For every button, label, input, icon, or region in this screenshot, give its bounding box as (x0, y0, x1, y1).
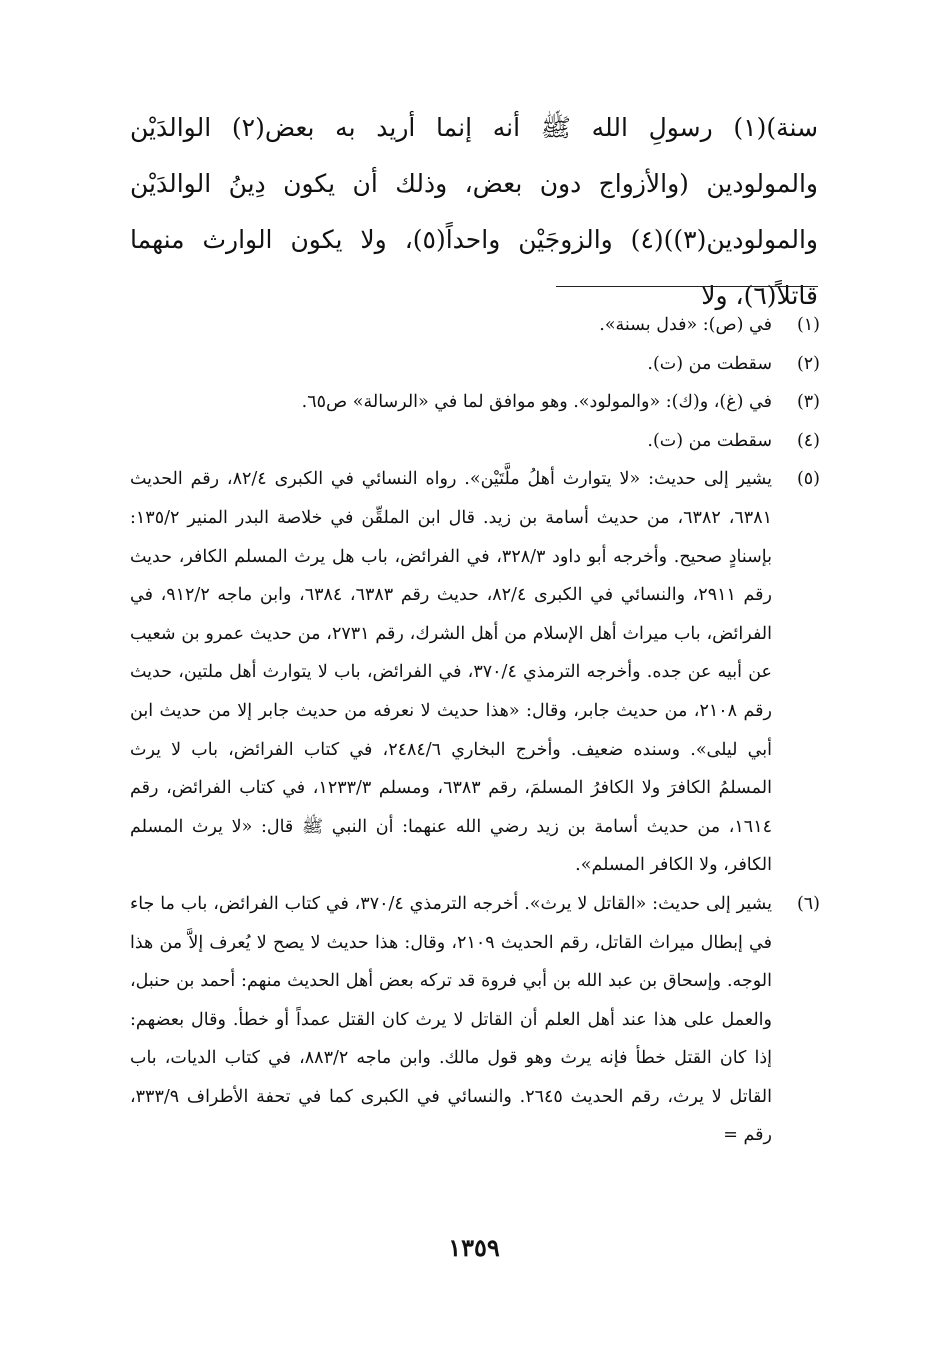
footnote-separator (556, 286, 818, 287)
footnote-text: يشير إلى حديث: «القاتل لا يرث». أخرجه الترمذي ٣٧٠/٤، في كتاب الفرائض، باب ما جاء في إبطال ميراث القاتل، رقم الحديث ٢١٠٩، وقال: هذا حديث لا يصح لا يُعرف إلاَّ من هذا الوجه. وإسحاق بن عبد الله بن أبي فروة قد تركه بعض أهل الحديث منهم: أحمد بن حنبل، والعمل على هذا عند أهل العلم أن القاتل لا يرث كان القتل عمداً أو خطأ. وقال بعضهم: إذا كان القتل خطأ فإنه يرث وهو قول مالك. وابن ماجه ٨٨٣/٢، في كتاب الديات، باب القاتل لا يرث، رقم الحديث ٢٦٤٥. والنسائي في الكبرى كما في تحفة الأطراف ٣٣٣/٩، رقم = (130, 893, 773, 1146)
footnote-text: سقطت من (ت). (647, 353, 772, 374)
footnote-5 (130, 460, 820, 885)
footnotes (130, 306, 820, 1155)
footnote-number: (٣) (796, 392, 820, 413)
footnote-number: (٦) (796, 893, 820, 914)
footnote-text: في (غ)، و(ك): «والمولود». وهو موافق لما في «الرسالة» ص٦٥. (301, 392, 772, 413)
footnote-text: في (ص): «فدل بسنة». (599, 315, 772, 335)
page-number: ١٣٥٩ (448, 1233, 500, 1262)
footnote-number: (١) (796, 315, 820, 335)
footnote-1 (130, 306, 820, 345)
footnote-number: (٤) (796, 430, 820, 451)
main-paragraph: سنة)(١) رسولِ الله ﷺ أنه إنما أريد به بعض(٢) الوالدَيْن والمولودين (والأزواج دون بعض، وذلك أن يكون دِينُ الوالدَيْن والمولودين(٣))(٤) والزوجَيْن واحداً(٥)، ولا يكون الوارث منهما قاتلاً(٦)، ولا (130, 113, 819, 310)
footnote-number: (٢) (796, 353, 820, 374)
footnote-text: سقطت من (ت). (647, 430, 772, 451)
footnote-text: يشير إلى حديث: «لا يتوارث أهلُ ملَّتَيْن». رواه النسائي في الكبرى ٨٢/٤، رقم الحديث ٦٣٨١، ٦٣٨٢، من حديث أسامة بن زيد. قال ابن الملقِّن في خلاصة البدر المنير ١٣٥/٢: بإسنادٍ صحيح. وأخرجه أبو داود ٣٢٨/٣، في الفرائض، باب هل يرث المسلم الكافر، حديث رقم ٢٩١١، والنسائي في الكبرى ٨٢/٤، حديث رقم ٦٣٨٣، ٦٣٨٤، وابن ماجه ٩١٢/٢، في الفرائض، باب ميراث أهل الإسلام من أهل الشرك، رقم ٢٧٣١، من حديث عمرو بن شعيب عن أبيه عن جده. وأخرجه الترمذي ٣٧٠/٤، في الفرائض، باب لا يتوارث أهل ملتين، حديث رقم ٢١٠٨، من حديث جابر، وقال: «هذا حديث لا نعرفه من حديث جابر إلا من حديث ابن أبي ليلى». وسنده ضعيف. وأخرج البخاري ٢٤٨٤/٦، في كتاب الفرائض، باب لا يرث المسلمُ الكافرَ ولا الكافرُ المسلمَ، رقم ٦٣٨٣، ومسلم ١٢٣٣/٣، في كتاب الفرائض، رقم ١٦١٤، من حديث أسامة بن زيد رضي الله عنهما: أن النبي ﷺ قال: «لا يرث المسلم الكافر، ولا الكافر المسلم». (130, 469, 773, 876)
footnote-number: (٥) (796, 469, 820, 490)
main-text (130, 100, 818, 324)
footnote-2 (130, 345, 820, 384)
footnote-4 (130, 422, 820, 461)
footnote-6 (130, 885, 820, 1155)
footnote-3 (130, 383, 820, 422)
